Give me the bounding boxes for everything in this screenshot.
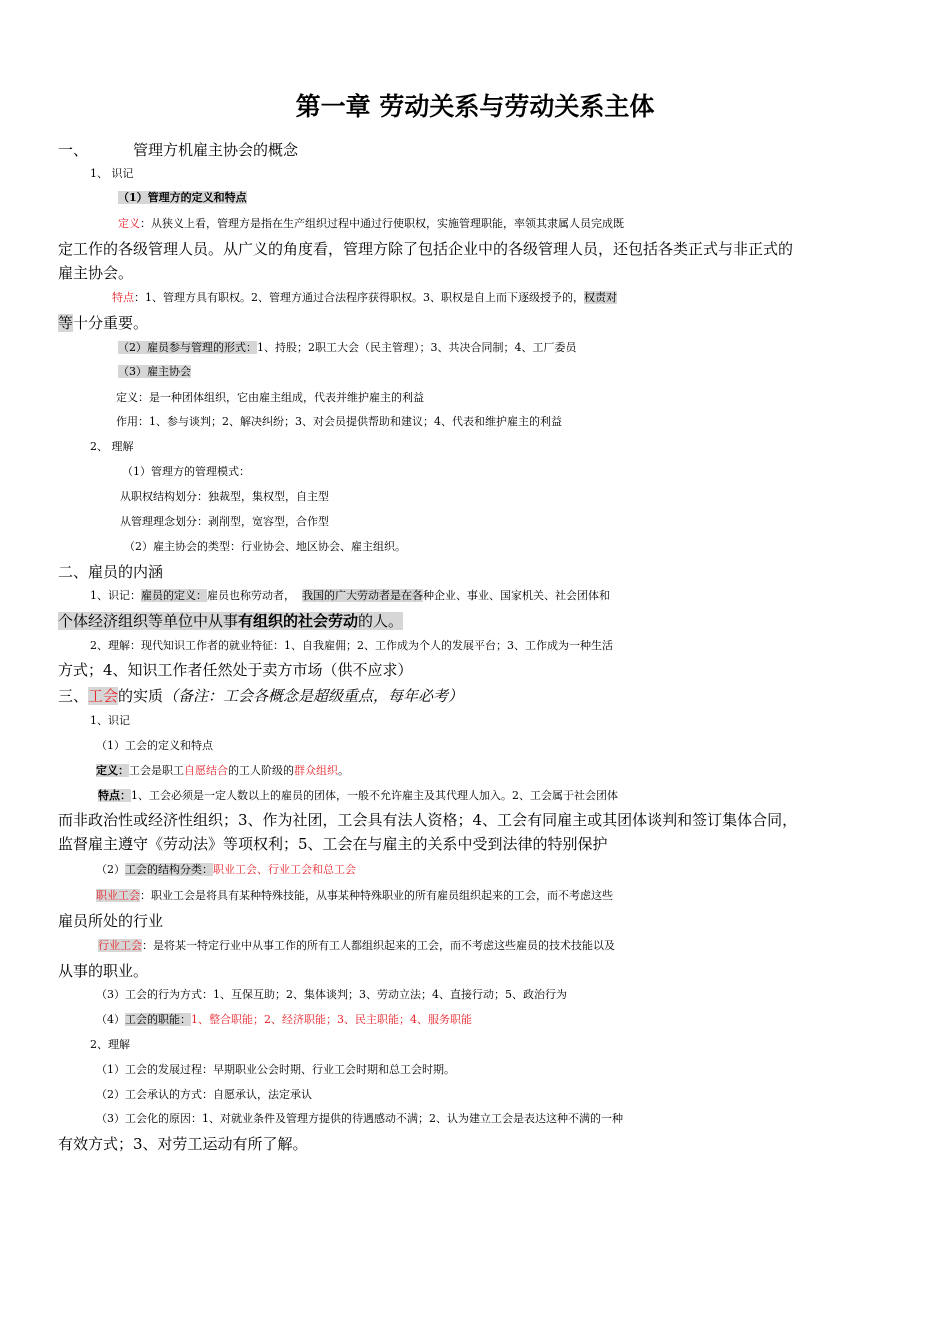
s1-feat-line2 — [58, 311, 894, 336]
s2-l2-hl: 个体经济组织等单位中从事 — [58, 612, 239, 630]
s3-def-c: 。 — [338, 764, 349, 777]
s3-lj1: （1）工会的发展过程：早期职业公会时期、行业工会时期和总工会时期。 — [96, 1063, 455, 1076]
s1-lj1a: 从职权结构划分：独裁型，集权型，自主型 — [120, 490, 329, 503]
s3-sub2-num: （2） — [96, 863, 125, 876]
s2-line3: 2、理解：现代知识工作者的就业特征：1、自我雇佣；2、工作成为个人的发展平台；3、工作成为一种生活 — [90, 639, 613, 652]
s3-sub4-hl: 工会的职能： — [125, 1013, 191, 1026]
s1-def-line3: 雇主协会。 — [58, 264, 134, 282]
s3-def-red1: 自愿结合 — [184, 764, 228, 777]
s1-sub1-heading: （1）管理方的定义和特点 — [118, 191, 247, 204]
section-3-heading — [58, 684, 894, 709]
s3-lj2: （2）工会承认的方式：自愿承认，法定承认 — [96, 1088, 312, 1101]
s1-assoc-role: 作用：1、参与谈判；2、解决纠纷；3、对会员提供帮助和建议；4、代表和维护雇主的利益 — [116, 415, 562, 428]
s3-prof-text1: ：职业工会是将具有某种特殊技能，从事某种特殊职业的所有雇员组织起来的工会，而不考虑这些 — [140, 889, 613, 902]
s3-heading-pre: 三、 — [58, 687, 89, 705]
s1-lijie: 2、 理解 — [90, 440, 134, 453]
s2-l1-mid: 雇员也称劳动者， — [207, 589, 302, 602]
s2-line4: 方式；4、知识工作者任然处于卖方市场（供不应求） — [58, 661, 413, 679]
s3-def-a: 工会是职工 — [129, 764, 184, 777]
s3-ind-line1 — [98, 934, 934, 959]
s3-sub4-num: （4） — [96, 1013, 125, 1026]
page-title: 第一章 劳动关系与劳动关系主体 — [295, 92, 655, 121]
s3-shiji: 1、识记 — [90, 714, 130, 727]
s2-l1-post: 种企业、事业、国家机关、社会团体和 — [423, 589, 610, 602]
section-1-title: 管理方机雇主协会的概念 — [133, 141, 299, 159]
s3-lj3-line1: （3）工会化的原因：1、对就业条件及管理方提供的待遇感动不满；2、认为建立工会是表达这种不满的一种 — [96, 1112, 623, 1125]
s3-sub2-red: 职业工会、行业工会和总工会 — [213, 863, 356, 876]
s2-l1-pre: 1、识记： — [90, 589, 141, 602]
s2-l1-hl: 雇员的定义： — [141, 589, 207, 602]
s3-def — [96, 759, 932, 784]
s1-sub1 — [118, 186, 950, 211]
s3-sub2 — [96, 858, 932, 883]
s3-def-b: 的工人阶级的 — [228, 764, 294, 777]
s2-l1-hl2: 我国的广大劳动者是在各 — [302, 589, 423, 602]
section-2-heading: 二、雇员的内涵 — [58, 563, 164, 581]
s3-prof-label: 职业工会 — [96, 889, 140, 902]
s1-feat-text1: ：1、管理方具有职权。2、管理方通过合法程序获得职权。3、职权是自上而下逐级授予的， — [134, 291, 584, 304]
s3-sub3: （3）工会的行为方式：1、互保互助；2、集体谈判；3、劳动立法；4、直接行动；5、政治行为 — [96, 988, 567, 1001]
s3-heading-red: 工会 — [88, 687, 119, 705]
s3-sub4 — [96, 1008, 932, 1033]
s3-prof-line1 — [96, 884, 932, 909]
section-1-number: 一、 — [58, 141, 89, 159]
s3-ind-label: 行业工会 — [98, 939, 142, 952]
s1-sub3 — [118, 360, 950, 385]
s3-sub1: （1）工会的定义和特点 — [96, 739, 213, 752]
s3-feat-line3: 监督雇主遵守《劳动法》等项权利；5、工会在与雇主的关系中受到法律的特别保护 — [58, 835, 608, 853]
s3-prof-line2: 雇员所处的行业 — [58, 912, 164, 930]
s2-line1 — [90, 584, 926, 609]
s3-heading-mid: 的实质 — [118, 687, 164, 705]
s1-sub2-text: 1、持股；2职工大会（民主管理）；3、共决合同制；4、工厂委员 — [257, 341, 577, 354]
s1-lj2: （2）雇主协会的类型：行业协会、地区协会、雇主组织。 — [124, 540, 406, 553]
s1-sub3-heading: （3）雇主协会 — [118, 365, 191, 378]
s1-def-text1: ：从狭义上看，管理方是指在生产组织过程中通过行使职权，实施管理职能，率领其隶属人员完成既 — [140, 217, 624, 230]
s1-feat-hl2: 等 — [58, 314, 74, 332]
s1-lj1b: 从管理理念划分：剥削型，宽容型，合作型 — [120, 515, 329, 528]
s3-lj3-line2: 有效方式；3、对劳工运动有所了解。 — [58, 1135, 308, 1153]
s3-feat-line2: 而非政治性或经济性组织；3、作为社团，工会具有法人资格；4、工会有同雇主或其团体谈判和签订集体合同， — [58, 811, 798, 829]
s3-ind-line2: 从事的职业。 — [58, 962, 149, 980]
s3-ind-text1: ：是将某一特定行业中从事工作的所有工人都组织起来的工会，而不考虑这些雇员的技术技能以及 — [142, 939, 615, 952]
s3-sub2-hl: 工会的结构分类： — [125, 863, 213, 876]
s2-line2 — [58, 609, 894, 634]
s1-lj1: （1）管理方的管理模式： — [122, 465, 250, 478]
s1-sub2-heading: （2）雇员参与管理的形式： — [118, 341, 257, 354]
s3-feat-text1: 1、工会必须是一定人数以上的雇员的团体，一般不允许雇主及其代理人加入。2、工会属于社会团体 — [131, 789, 618, 802]
s3-heading-note: （备注：工会各概念是超级重点，每年必考） — [163, 687, 464, 705]
s1-feat-hl1: 权责对 — [584, 291, 617, 304]
s1-def-line2: 定工作的各级管理人员。从广义的角度看，管理方除了包括企业中的各级管理人员，还包括各类正式与非正式的 — [58, 240, 794, 258]
s2-l2-bold: 有组织的社会劳动 — [238, 612, 359, 630]
s1-feat-text2: 十分重要。 — [73, 314, 149, 332]
s3-def-label: 定义： — [96, 764, 129, 777]
s1-shiji: 1、 识记 — [90, 167, 134, 180]
s1-feat-line1 — [112, 286, 948, 311]
s3-feat-label: 特点： — [98, 789, 131, 802]
s1-sub2 — [118, 336, 950, 361]
s1-def-line1 — [118, 212, 950, 237]
s1-def-label: 定义 — [118, 217, 140, 230]
s3-sub4-red: 1、整合职能；2、经济职能；3、民主职能；4、服务职能 — [191, 1013, 472, 1026]
s2-l2-post: 的人。 — [358, 612, 404, 630]
section-1-heading — [58, 138, 894, 163]
s3-lijie: 2、理解 — [90, 1038, 130, 1051]
s3-feat-line1 — [98, 784, 934, 809]
s1-assoc-def: 定义：是一种团体组织，它由雇主组成，代表并维护雇主的利益 — [116, 391, 424, 404]
s1-feat-label: 特点 — [112, 291, 134, 304]
s3-def-red2: 群众组织 — [294, 764, 338, 777]
